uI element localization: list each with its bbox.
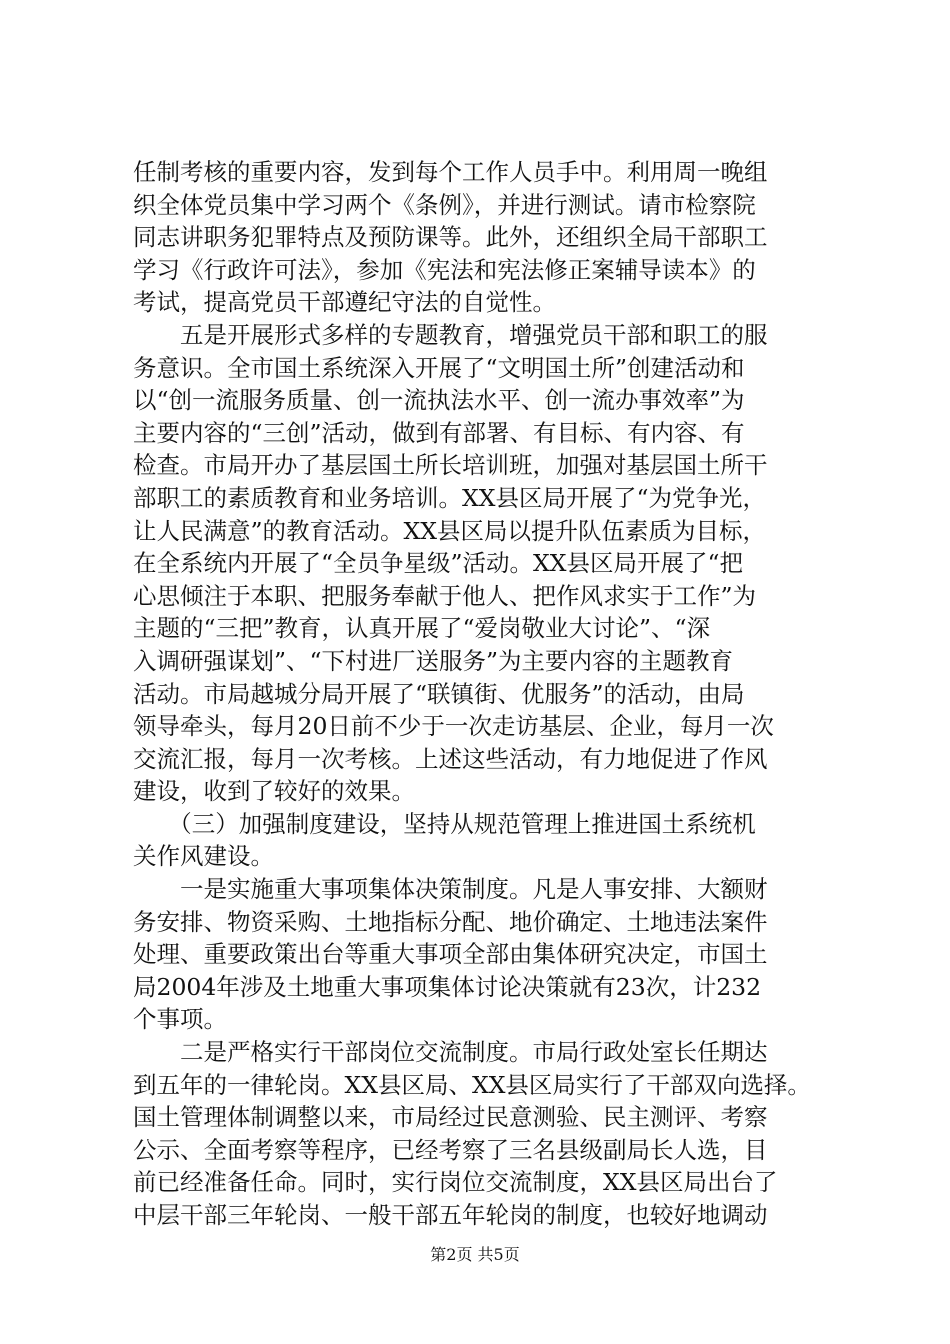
document-body [133,156,833,1232]
text-line: 检查。市局开办了基层国土所长培训班，加强对基层国土所干 [133,451,768,480]
text-line: 公示、全面考察等程序，已经考察了三名县级副局长人选，目 [133,1135,768,1164]
text-line: 务意识。全市国土系统深入开展了“文明国土所”创建活动和 [133,353,745,382]
text-line: 个事项。 [133,1005,227,1034]
text-line: 二是严格实行干部岗位交流制度。市局行政处室长任期达 [133,1038,768,1067]
text-line: 主要内容的“三创”活动，做到有部署、有目标、有内容、有 [133,418,745,447]
text-line: 任制考核的重要内容，发到每个工作人员手中。利用周一晚组 [133,158,768,186]
text-line: 在全系统内开展了“全员争星级”活动。XX县区局开展了“把 [133,549,744,578]
text-line: 同志讲职务犯罪特点及预防课等。此外，还组织全局干部职工 [133,223,768,252]
text-line: 织全体党员集中学习两个《条例》，并进行测试。请市检察院 [133,190,756,219]
text-line: 考试，提高党员干部遵纪守法的自觉性。 [133,288,556,317]
text-line: 国土管理体制调整以来，市局经过民意测验、民主测评、考察 [133,1103,768,1132]
text-line: （三）加强制度建设，坚持从规范管理上推进国土系统机 [133,809,756,838]
text-line: 以“创一流服务质量、创一流执法水平、创一流办事效率”为 [133,386,745,415]
text-line: 主题的“三把”教育，认真开展了“爱岗敬业大讨论”、“深 [133,614,711,643]
text-line: 前已经准备任命。同时，实行岗位交流制度，XX县区局出台了 [133,1168,778,1197]
text-line: 学习《行政许可法》，参加《宪法和宪法修正案辅导读本》的 [133,255,756,284]
text-line: 局2004年涉及土地重大事项集体讨论决策就有23次，计232 [133,972,762,1001]
text-line: 领导牵头，每月20日前不少于一次走访基层、企业，每月一次 [133,712,774,741]
text-line: 关作风建设。 [133,842,274,871]
page-footer: 第2页 共5页 [430,1245,520,1264]
text-line: 一是实施重大事项集体决策制度。凡是人事安排、大额财 [133,875,768,904]
text-line: 让人民满意”的教育活动。XX县区局以提升队伍素质为目标， [133,516,766,545]
text-line: 部职工的素质教育和业务培训。XX县区局开展了“为党争光， [133,483,766,512]
text-line: 活动。市局越城分局开展了“联镇街、优服务”的活动，由局 [133,679,745,708]
text-line: 建设，收到了较好的效果。 [133,777,415,806]
text-line: 入调研强谋划”、“下村进厂送服务”为主要内容的主题教育 [133,646,734,675]
text-line: 务安排、物资采购、土地指标分配、地价确定、土地违法案件 [133,907,768,936]
text-line: 中层干部三年轮岗、一般干部五年轮岗的制度，也较好地调动 [133,1201,768,1229]
text-line: 交流汇报，每月一次考核。上述这些活动，有力地促进了作风 [133,744,768,773]
text-line: 心思倾注于本职、把服务奉献于他人、把作风求实于工作”为 [133,581,757,610]
text-line: 五是开展形式多样的专题教育，增强党员干部和职工的服 [133,320,768,349]
text-line: 处理、重要政策出台等重大事项全部由集体研究决定，市国土 [133,940,768,969]
text-line: 到五年的一律轮岗。XX县区局、XX县区局实行了干部双向选择。 [133,1070,811,1099]
